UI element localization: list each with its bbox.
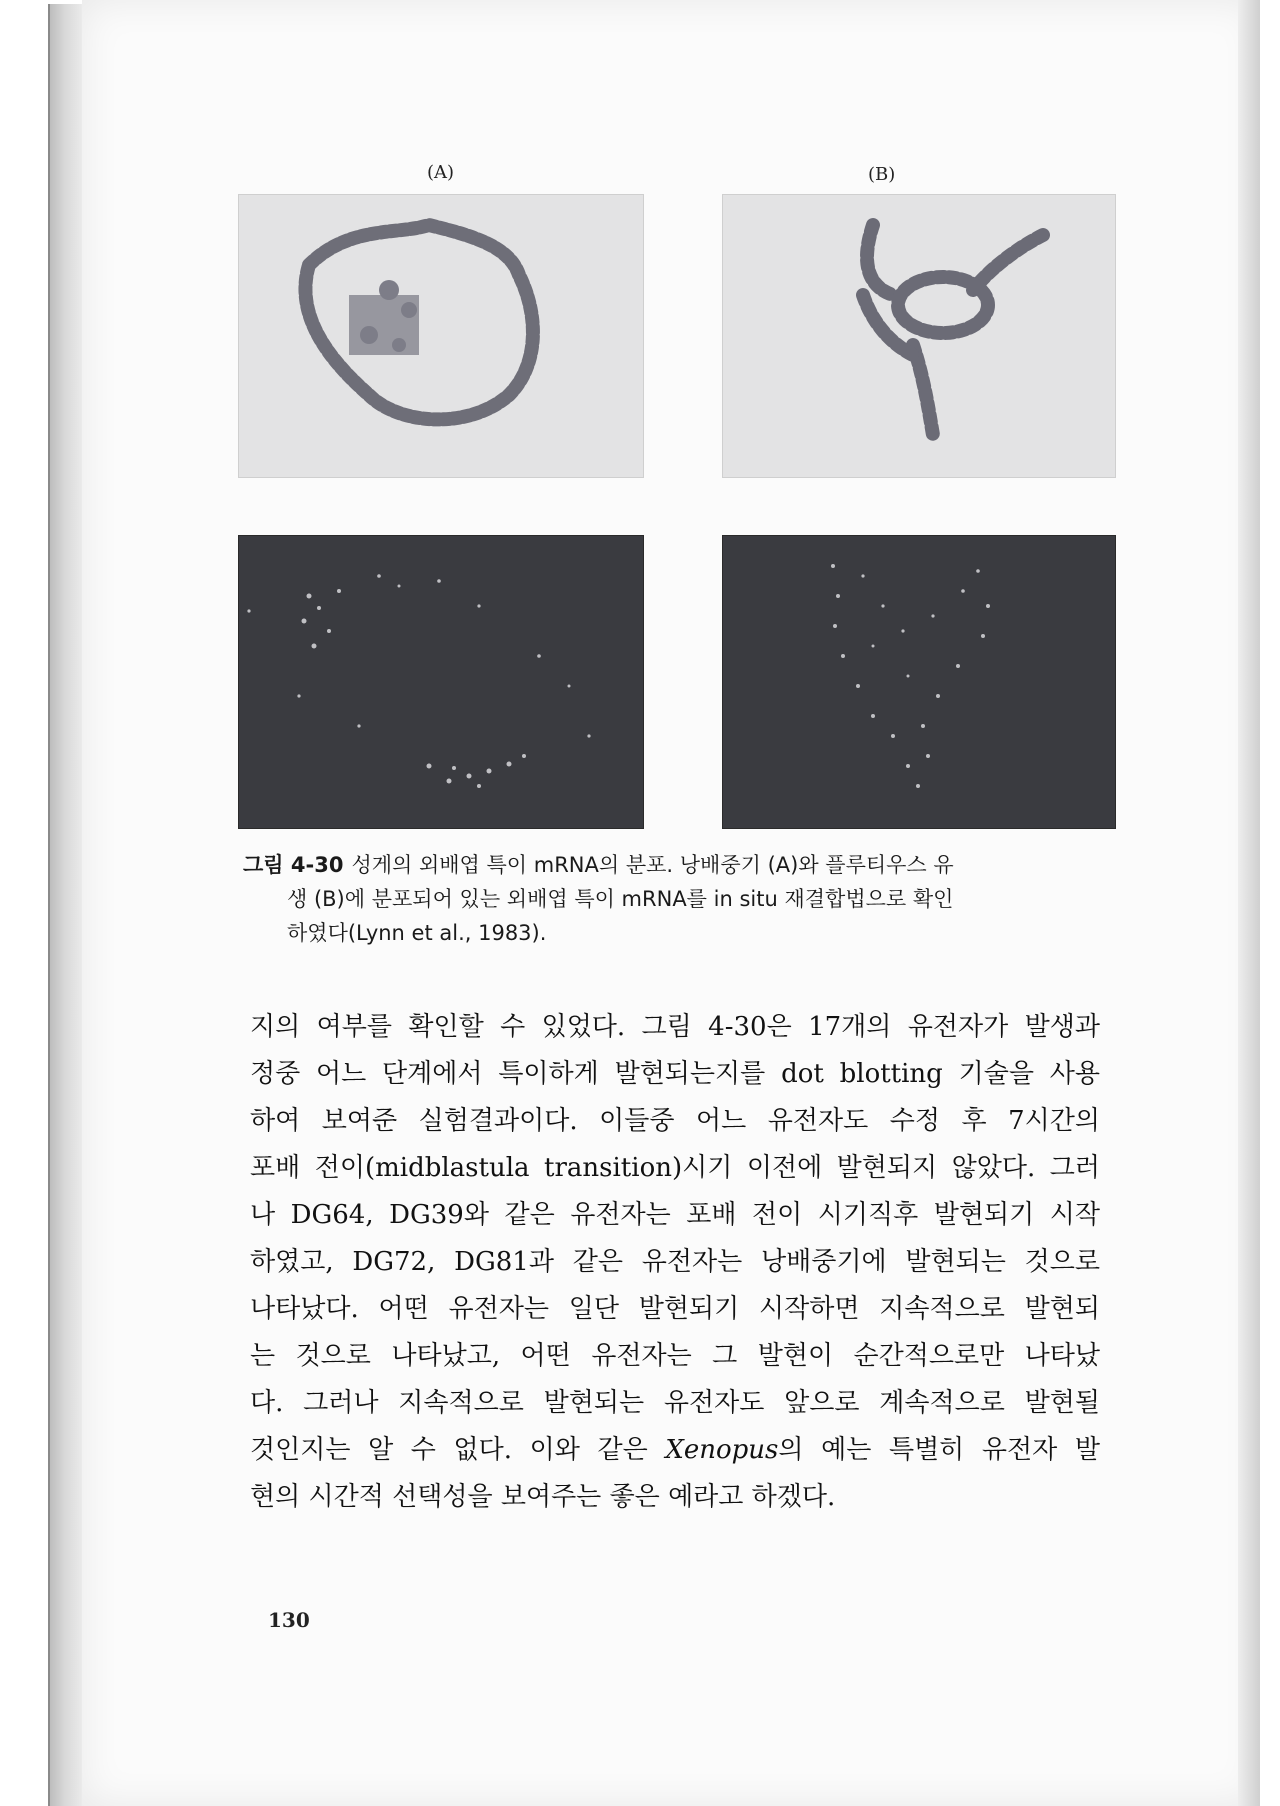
body-line: 다. 그러나 지속적으로 발현되는 유전자도 앞으로 계속적으로 발현될 [250, 1388, 1100, 1418]
body-line: 정중 어느 단계에서 특이하게 발현되는지를 dot blotting 기술을 사용 [250, 1059, 1100, 1089]
body-line-last: 현의 시간적 선택성을 보여주는 좋은 예라고 하겠다. [250, 1482, 836, 1512]
page-edge [1238, 0, 1260, 1806]
panel-label-b: (B) [868, 164, 896, 185]
body-line: 나 DG64, DG39와 같은 유전자는 포배 전이 시기직후 발현되기 시작 [250, 1200, 1100, 1230]
figure-panel-b-darkfield [722, 535, 1116, 829]
page-number: 130 [268, 1608, 310, 1632]
book-spine [48, 4, 84, 1806]
body-line: 는 것으로 나타났고, 어떤 유전자는 그 발현이 순간적으로만 나타났 [250, 1341, 1100, 1371]
body-line: 하여 보여준 실험결과이다. 이들중 어느 유전자도 수정 후 7시간의 [250, 1106, 1100, 1136]
body-line: 포배 전이(midblastula transition)시기 이전에 발현되지 않았다. 그러 [250, 1153, 1100, 1183]
figure-label: 그림 4-30 [243, 853, 344, 877]
panel-label-a: (A) [427, 162, 455, 183]
caption-line-2: 생 (B)에 분포되어 있는 외배엽 특이 mRNA를 in situ 재결합법으로 확인 [287, 887, 954, 911]
body-paragraph [250, 1004, 1100, 1521]
body-line: 나타났다. 어떤 유전자는 일단 발현되기 시작하면 지속적으로 발현되 [250, 1294, 1100, 1324]
figure-panel-a-darkfield [238, 535, 644, 829]
figure-panel-b-brightfield [722, 194, 1116, 478]
body-line: 지의 여부를 확인할 수 있었다. 그림 4-30은 17개의 유전자가 발생과 [250, 1012, 1100, 1042]
xenopus-italic: Xenopus [665, 1435, 779, 1465]
caption-line-3: 하였다(Lynn et al., 1983). [287, 921, 547, 945]
caption-line-1: 성게의 외배엽 특이 mRNA의 분포. 낭배중기 (A)와 플루티우스 유 [351, 853, 954, 877]
body-line: 하였고, DG72, DG81과 같은 유전자는 낭배중기에 발현되는 것으로 [250, 1247, 1100, 1277]
figure-caption [243, 848, 1103, 950]
body-line-10-start: 것인지는 알 수 없다. 이와 같은 [250, 1435, 666, 1465]
figure-panel-a-brightfield [238, 194, 644, 478]
body-line-10-end: 의 예는 특별히 유전자 발 [778, 1435, 1100, 1465]
body-line-xenopus [250, 1427, 1100, 1474]
